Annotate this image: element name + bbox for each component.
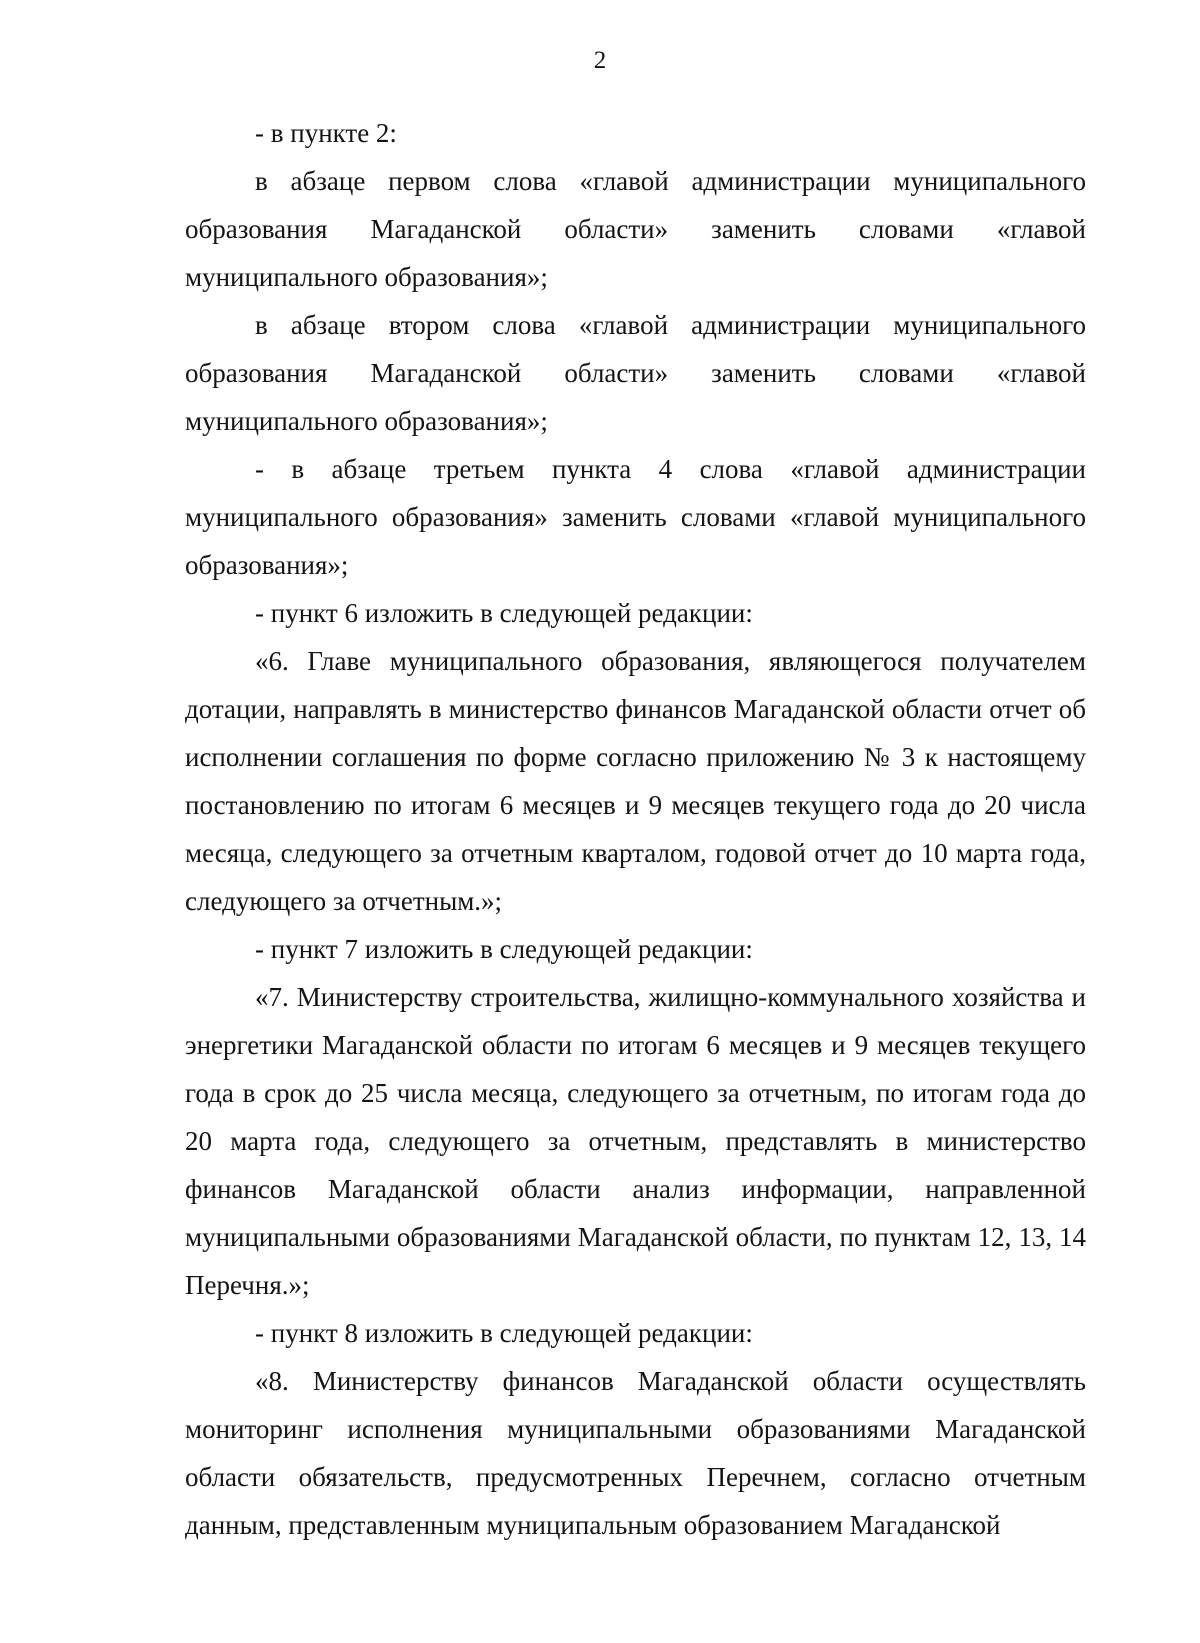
document-body [185, 109, 1086, 1549]
paragraph-item-8-intro: - пункт 8 изложить в следующей редакции: [255, 1318, 753, 1348]
paragraph-item-4: - в абзаце третьем пункта 4 слова «главой администрации муниципального образования» заменить словами «главой муниципального образования»; [185, 454, 1086, 580]
paragraph-item-6-intro: - пункт 6 изложить в следующей редакции: [255, 598, 753, 628]
paragraph-item-6-text: «6. Главе муниципального образования, являющегося получателем дотации, направлять в министерство финансов Магаданской области отчет об исполнении соглашения по форме согласно приложению № 3 к настоящему постановлению по итогам 6 месяцев и 9 месяцев текущего года до 20 числа месяца, следующего за отчетным кварталом, годовой отчет до 10 марта года, следующего за отчетным.»; [185, 646, 1086, 916]
paragraph-item-2: - в пункте 2: [255, 118, 397, 148]
paragraph-item-7-text: «7. Министерству строительства, жилищно-коммунального хозяйства и энергетики Магаданской области по итогам 6 месяцев и 9 месяцев текущего года в срок до 25 числа месяца, следующего за отчетным, по итогам года до 20 марта года, следующего за отчетным, представлять в министерство финансов Магаданской области анализ информации, направленной муниципальными образованиями Магаданской области, по пунктам 12, 13, 14 Перечня.»; [185, 982, 1086, 1300]
page-number: 2 [593, 47, 607, 74]
paragraph-second-abzac: в абзаце втором слова «главой администрации муниципального образования Магаданской области» заменить словами «главой муниципального образования»; [185, 310, 1086, 436]
paragraph-item-8-text: «8. Министерству финансов Магаданской области осуществлять мониторинг исполнения муниципальными образованиями Магаданской области обязательств, предусмотренных Перечнем, согласно отчетным данным, представленным муниципальным образованием Магаданской [185, 1366, 1086, 1540]
paragraph-first-abzac: в абзаце первом слова «главой администрации муниципального образования Магаданской области» заменить словами «главой муниципального образования»; [185, 166, 1086, 292]
paragraph-item-7-intro: - пункт 7 изложить в следующей редакции: [255, 934, 753, 964]
